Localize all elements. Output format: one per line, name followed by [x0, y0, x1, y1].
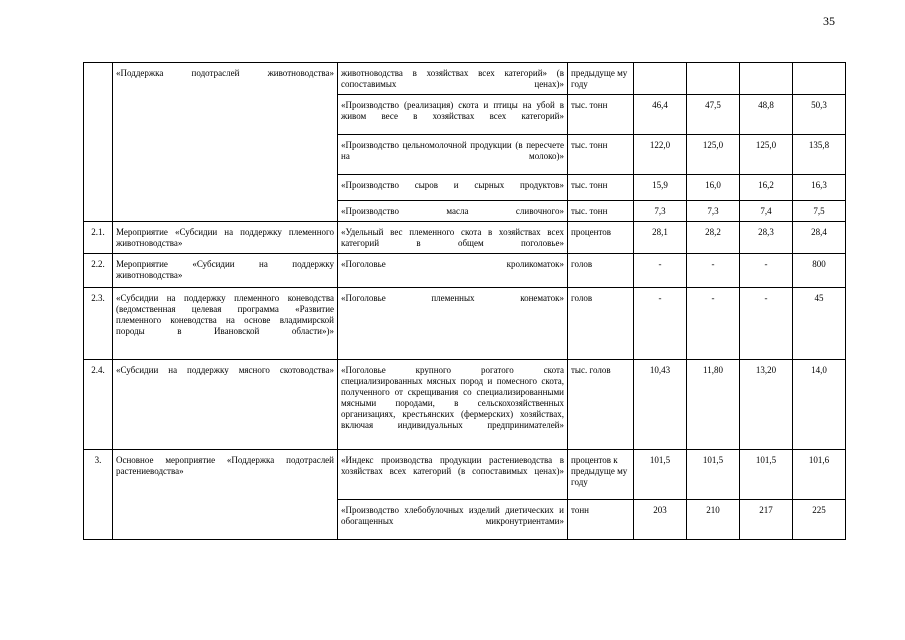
indicator-cell: «Поголовье племенных конематок» [338, 288, 568, 360]
value-cell-year-1: - [634, 288, 687, 360]
event-cell: Мероприятие «Субсидии на поддержку животноводства» [113, 254, 338, 288]
value-cell-year-1 [634, 63, 687, 95]
value-cell-year-3: 217 [740, 500, 793, 540]
indicator-cell: «Поголовье крупного рогатого скота специализированных мясных пород и помесного скота, полученного от скрещивания со специализированными мясными породами, в сельскохозяйственных организациях, крестьянских (фермерских) хозяйствах, включая индивидуальных предпринимателей» [338, 360, 568, 450]
value-cell-year-1: 7,3 [634, 201, 687, 222]
indicator-cell: «Удельный вес племенного скота в хозяйствах всех категорий в общем поголовье» [338, 222, 568, 254]
table-row [84, 450, 846, 500]
indicator-cell: «Индекс производства продукции растениеводства в хозяйствах всех категорий (в сопоставимых ценах)» [338, 450, 568, 500]
value-cell-year-4 [793, 63, 846, 95]
value-cell-year-1: 46,4 [634, 95, 687, 135]
value-cell-year-3: - [740, 288, 793, 360]
row-number-cell: 2.4. [84, 360, 113, 450]
value-cell-year-4: 50,3 [793, 95, 846, 135]
value-cell-year-1: 28,1 [634, 222, 687, 254]
table-row [84, 254, 846, 288]
row-number-cell [84, 63, 113, 222]
unit-cell: тыс. тонн [568, 175, 634, 201]
value-cell-year-2: 28,2 [687, 222, 740, 254]
value-cell-year-1: 10,43 [634, 360, 687, 450]
value-cell-year-1: 122,0 [634, 135, 687, 175]
unit-cell: тыс. голов [568, 360, 634, 450]
value-cell-year-3: 48,8 [740, 95, 793, 135]
value-cell-year-2: - [687, 288, 740, 360]
table-row [84, 222, 846, 254]
value-cell-year-3 [740, 63, 793, 95]
value-cell-year-3: 7,4 [740, 201, 793, 222]
value-cell-year-2: 16,0 [687, 175, 740, 201]
unit-cell: голов [568, 288, 634, 360]
value-cell-year-4: 16,3 [793, 175, 846, 201]
row-number-cell: 2.1. [84, 222, 113, 254]
table-row [84, 63, 846, 95]
value-cell-year-3: 28,3 [740, 222, 793, 254]
page-number: 35 [823, 14, 835, 28]
value-cell-year-2: - [687, 254, 740, 288]
value-cell-year-4: 14,0 [793, 360, 846, 450]
value-cell-year-3: 125,0 [740, 135, 793, 175]
value-cell-year-2: 7,3 [687, 201, 740, 222]
indicator-cell: «Производство хлебобулочных изделий диетических и обогащенных микронутриентами» [338, 500, 568, 540]
unit-cell: тыс. тонн [568, 135, 634, 175]
value-cell-year-4: 45 [793, 288, 846, 360]
value-cell-year-4: 101,6 [793, 450, 846, 500]
value-cell-year-1: - [634, 254, 687, 288]
value-cell-year-2: 125,0 [687, 135, 740, 175]
indicator-cell: животноводства в хозяйствах всех категорий» (в сопоставимых ценах)» [338, 63, 568, 95]
indicator-cell: «Производство масла сливочного» [338, 201, 568, 222]
unit-cell: тыс. тонн [568, 95, 634, 135]
row-number-cell: 3. [84, 450, 113, 540]
value-cell-year-4: 28,4 [793, 222, 846, 254]
value-cell-year-3: 16,2 [740, 175, 793, 201]
value-cell-year-3: - [740, 254, 793, 288]
indicator-cell: «Поголовье кроликоматок» [338, 254, 568, 288]
indicators-table [83, 62, 846, 540]
value-cell-year-1: 101,5 [634, 450, 687, 500]
event-cell: «Поддержка подотраслей животноводства» [113, 63, 338, 222]
unit-cell: тыс. тонн [568, 201, 634, 222]
unit-cell: голов [568, 254, 634, 288]
event-cell: Основное мероприятие «Поддержка подотраслей растениеводства» [113, 450, 338, 540]
unit-cell: предыдуще му году [568, 63, 634, 95]
value-cell-year-2: 101,5 [687, 450, 740, 500]
indicator-cell: «Производство цельномолочной продукции (в пересчете на молоко)» [338, 135, 568, 175]
event-cell: «Субсидии на поддержку мясного скотоводства» [113, 360, 338, 450]
value-cell-year-2: 47,5 [687, 95, 740, 135]
value-cell-year-4: 135,8 [793, 135, 846, 175]
value-cell-year-4: 7,5 [793, 201, 846, 222]
value-cell-year-2: 210 [687, 500, 740, 540]
value-cell-year-3: 101,5 [740, 450, 793, 500]
table-row [84, 360, 846, 450]
value-cell-year-4: 800 [793, 254, 846, 288]
indicator-cell: «Производство (реализация) скота и птицы на убой в живом весе в хозяйствах всех категорий» [338, 95, 568, 135]
value-cell-year-2 [687, 63, 740, 95]
event-cell: Мероприятие «Субсидии на поддержку племенного животноводства» [113, 222, 338, 254]
unit-cell: тонн [568, 500, 634, 540]
value-cell-year-4: 225 [793, 500, 846, 540]
value-cell-year-1: 15,9 [634, 175, 687, 201]
event-cell: «Субсидии на поддержку племенного коневодства (ведомственная целевая программа «Развитие племенного коневодства на основе владимирской породы в Ивановской области»)» [113, 288, 338, 360]
value-cell-year-2: 11,80 [687, 360, 740, 450]
table-row [84, 288, 846, 360]
indicator-cell: «Производство сыров и сырных продуктов» [338, 175, 568, 201]
value-cell-year-1: 203 [634, 500, 687, 540]
row-number-cell: 2.3. [84, 288, 113, 360]
unit-cell: процентов [568, 222, 634, 254]
unit-cell: процентов к предыдуще му году [568, 450, 634, 500]
value-cell-year-3: 13,20 [740, 360, 793, 450]
row-number-cell: 2.2. [84, 254, 113, 288]
